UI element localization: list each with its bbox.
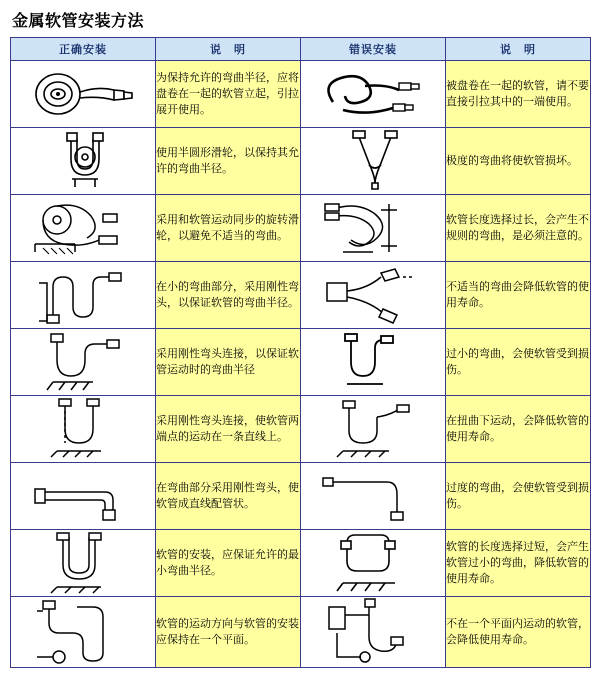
table-row [11,530,591,597]
wrong-description-text: 被盘卷在一起的软管，请不要直接引拉其中的一端使用。 [446,61,591,128]
rigid-bend-small-radius-icon [13,263,153,327]
wrong-description-text: 过小的弯曲，会使软管受到损伤。 [446,329,591,396]
correct-description-text: 在小的弯曲部分，采用刚性弯头，以保证软管的弯曲半径。 [156,262,301,329]
correct-illustration-cell [11,262,156,329]
sync-rotating-pulley-icon [13,196,153,260]
same-plane-motion-icon [13,597,153,667]
min-bend-radius-install-icon [13,531,153,595]
correct-illustration-cell [11,530,156,597]
correct-illustration-cell [11,61,156,128]
table-row [11,329,591,396]
correct-illustration-cell [11,463,156,530]
correct-illustration-cell [11,329,156,396]
wrong-description-text: 不在一个平面内运动的软管，会降低使用寿命。 [446,597,591,668]
header-wrong-description: 说 明 [446,38,591,61]
correct-description-text: 软管的运动方向与软管的安装应保持在一个平面。 [156,597,301,668]
semicircle-pulley-icon [13,129,153,193]
wrong-illustration-cell [301,463,446,530]
wrong-illustration-cell [301,530,446,597]
correct-description-text: 为保持允许的弯曲半径，应将盘卷在一起的软管立起，引拉展开使用。 [156,61,301,128]
correct-illustration-cell [11,396,156,463]
improper-bend-icon [303,263,443,327]
wrong-description-text: 过度的弯曲，会使软管受到损伤。 [446,463,591,530]
twisted-hose-motion-icon [303,397,443,461]
coiled-hose-spiral-icon [13,62,153,126]
wrong-illustration-cell [301,329,446,396]
correct-illustration-cell [11,195,156,262]
rigid-elbow-connection-icon [13,330,153,394]
table-row [11,262,591,329]
out-of-plane-motion-icon [303,597,443,667]
header-correct-description: 说 明 [156,38,301,61]
wrong-illustration-cell [301,262,446,329]
correct-illustration-cell [11,597,156,668]
correct-description-text: 采用刚性弯头连接，使软管两端点的运动在一条直线上。 [156,396,301,463]
sharp-bend-hose-icon [303,129,443,193]
table-row [11,61,591,128]
correct-illustration-cell [11,128,156,195]
wrong-illustration-cell [301,195,446,262]
long-hose-irregular-bend-icon [303,196,443,260]
wrong-illustration-cell [301,597,446,668]
coiled-hose-pulled-icon [303,62,443,126]
correct-description-text: 采用刚性弯头连接，以保证软管运动时的弯曲半径 [156,329,301,396]
wrong-illustration-cell [301,128,446,195]
table-row [11,463,591,530]
table-header-row [11,38,591,61]
wrong-description-text: 软管长度选择过长，会产生不规则的弯曲，是必须注意的。 [446,195,591,262]
straight-pipe-rigid-elbow-icon [13,464,153,528]
header-wrong-install: 错误安装 [301,38,446,61]
page-title: 金属软管安装方法 [12,11,145,30]
too-long-hose-small-bend-icon [303,531,443,595]
correct-description-text: 使用半圆形滑轮，以保持其允许的弯曲半径。 [156,128,301,195]
correct-description-text: 采用和软管运动同步的旋转滑轮，以避免不适当的弯曲。 [156,195,301,262]
wrong-illustration-cell [301,61,446,128]
u-shape-rigid-elbow-icon [13,397,153,461]
table-row [11,597,591,668]
wrong-description-text: 不适当的弯曲会降低软管的使用寿命。 [446,262,591,329]
header-correct-install: 正确安装 [11,38,156,61]
excessive-bend-icon [303,464,443,528]
table-row [11,195,591,262]
too-small-bend-icon [303,330,443,394]
wrong-description-text: 极度的弯曲将使软管损坏。 [446,128,591,195]
correct-description-text: 在弯曲部分采用刚性弯头，使软管成直线配管状。 [156,463,301,530]
correct-description-text: 软管的安装，应保证允许的最小弯曲半径。 [156,530,301,597]
table-row [11,128,591,195]
wrong-description-text: 在扭曲下运动，会降低软管的使用寿命。 [446,396,591,463]
installation-methods-table [10,37,591,668]
table-row [11,396,591,463]
wrong-description-text: 软管的长度选择过短，会产生软管过小的弯曲，降低软管的使用寿命。 [446,530,591,597]
wrong-illustration-cell [301,396,446,463]
